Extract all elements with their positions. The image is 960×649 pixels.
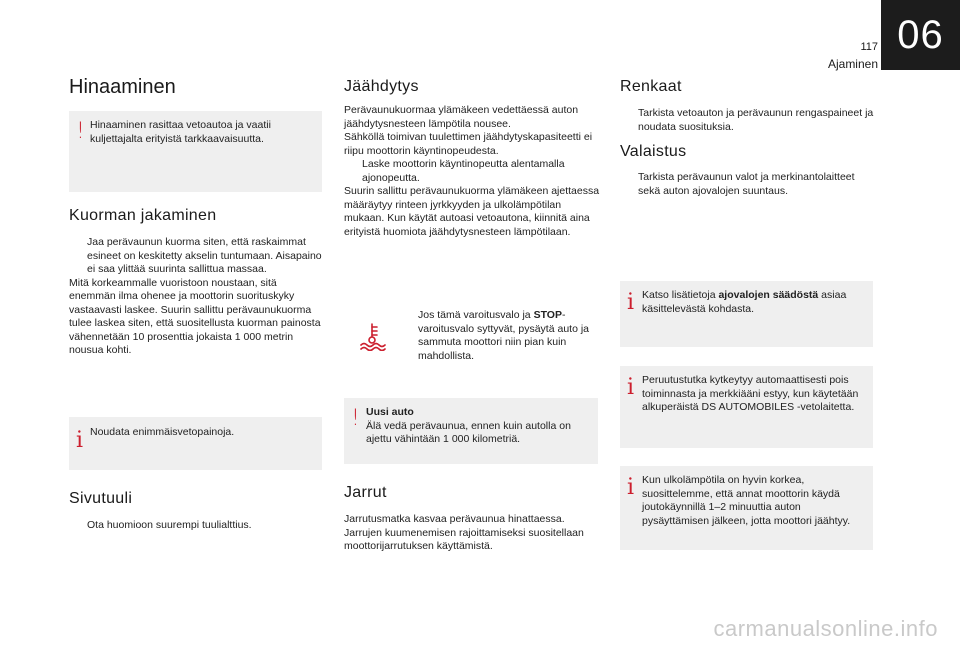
bullet-icon	[344, 158, 356, 185]
chapter-title: Ajaminen	[827, 57, 878, 71]
info-box-headlamps	[620, 281, 873, 347]
list-item	[344, 158, 600, 185]
body-text: Sähköllä toimivan tuulettimen jäähdytyskapasiteetti ei riipu moottorin käyntinopeudesta.	[344, 131, 593, 157]
page-title: Hinaaminen	[69, 76, 176, 98]
info-icon: i	[627, 375, 635, 400]
section-title-crosswind: Sivutuuli	[69, 490, 133, 507]
info-text: Kun ulkolämpötila on hyvin korkea, suosittelemme, että annat moottorin käydä joutokäynnillä 1–2 minuuttia auton pysäyttämisen jälkeen, jotta moottori jäähtyy.	[642, 474, 851, 527]
bullet-icon	[69, 236, 81, 277]
body-text: Jarrutusmatka kasvaa perävaunua hinattaessa.	[344, 513, 565, 525]
warning-icon: !	[76, 119, 85, 144]
section-title-tyres: Renkaat	[620, 78, 682, 95]
list-item	[400, 309, 598, 363]
lights-section	[620, 171, 874, 198]
info-icon: i	[627, 290, 635, 315]
body-text: Suurin sallittu perävaunukuorma ylämäkeen ajettaessa määräytyy rinteen jyrkkyyden ja ulkolämpötilan mukaan. Kun käytät autoasi vetoautona, kiinnitä aina erityistä huomiota jäähdytysnesteen lämpötilaan.	[344, 185, 600, 238]
page-number: 117	[860, 41, 878, 53]
bullet-text: Laske moottorin käyntinopeutta alentamalla ajonopeutta.	[362, 158, 565, 184]
warning-box-new-car	[344, 398, 598, 464]
bullet-icon	[69, 519, 81, 533]
bullet-text: Jos tämä varoitusvalo ja STOP-varoitusvalo syttyvät, pysäytä auto ja sammuta moottori niin pian kuin mahdollista.	[418, 309, 589, 362]
bullet-icon	[620, 171, 632, 198]
coolant-warning-block	[344, 307, 598, 375]
list-item	[69, 236, 323, 277]
list-item	[620, 107, 874, 134]
body-text: Perävaunukuormaa ylämäkeen vedettäessä auton jäähdytysnesteen lämpötila nousee.	[344, 104, 579, 130]
section-title-brakes: Jarrut	[344, 484, 387, 501]
crosswind-section	[69, 519, 323, 533]
stop-label: STOP	[533, 309, 562, 321]
bullet-text: Jaa perävaunun kuorma siten, että raskaimmat esineet on keskitetty akselin tuntumaan. Aisapaino ei saa ylittää suurinta sallittua massaa.	[87, 236, 322, 275]
bullet-text: Ota huomioon suurempi tuulialttius.	[87, 519, 252, 531]
body-text: Jarrujen kuumenemisen rajoittamiseksi suositellaan moottorijarrutuksen käyttämistä.	[344, 526, 584, 552]
warning-box-towing	[69, 111, 322, 192]
section-title-load: Kuorman jakaminen	[69, 207, 217, 224]
chapter-tab: 06	[881, 0, 960, 70]
tyres-section	[620, 107, 874, 134]
bullet-icon	[620, 107, 632, 134]
warning-text: Älä vedä perävaunua, ennen kuin autolla on ajettu vähintään 1 000 kilometriä.	[366, 419, 571, 445]
list-item	[620, 171, 874, 198]
bullet-text: Tarkista perävaunun valot ja merkinantolaitteet sekä auton ajovalojen suuntaus.	[638, 171, 855, 197]
bullet-icon	[400, 309, 412, 363]
coolant-temperature-warning-icon	[357, 321, 387, 351]
warning-text: Hinaaminen rasittaa vetoautoa ja vaatii kuljettajalta erityistä tarkkaavaisuutta.	[90, 119, 271, 145]
info-text: Noudata enimmäisvetopainoja.	[90, 426, 235, 438]
info-text: Katso lisätietoja ajovalojen säädöstä asiaa käsittelevästä kohdasta.	[642, 289, 847, 315]
section-title-cooling: Jäähdytys	[344, 78, 419, 95]
info-text: Peruutustutka kytkeytyy automaattisesti pois toiminnasta ja merkkiääni estyy, kun käytetään alkuperäistä DS AUTOMOBILES -vetolaitetta.	[642, 374, 859, 413]
warning-title: Uusi auto	[366, 406, 414, 418]
cooling-section	[344, 104, 600, 239]
info-box-rear-sensors	[620, 366, 873, 448]
brakes-section	[344, 513, 600, 554]
info-box-hot-weather	[620, 466, 873, 550]
section-title-lights: Valaistus	[620, 143, 687, 160]
info-icon: i	[627, 475, 635, 500]
body-text: Mitä korkeammalle vuoristoon noustaan, sitä enemmän ilma ohenee ja moottorin suorituskyky vastaavasti laskee. Suurin sallittu perävaunukuorma tulee laskea siten, että suositellusta kuorman painosta vähennetään 10 prosenttia jokaista 1 000 metrin nousua kohti.	[69, 276, 321, 356]
warning-icon: !	[351, 406, 360, 431]
info-icon: i	[76, 428, 84, 453]
headlamp-link-text: ajovalojen säädöstä	[718, 289, 819, 301]
watermark: carmanualsonline.info	[713, 616, 938, 641]
bullet-text: Tarkista vetoauton ja perävaunun rengaspaineet ja noudata suosituksia.	[638, 107, 874, 133]
info-box-weights	[69, 417, 322, 470]
load-section	[69, 236, 323, 358]
list-item	[69, 519, 323, 533]
